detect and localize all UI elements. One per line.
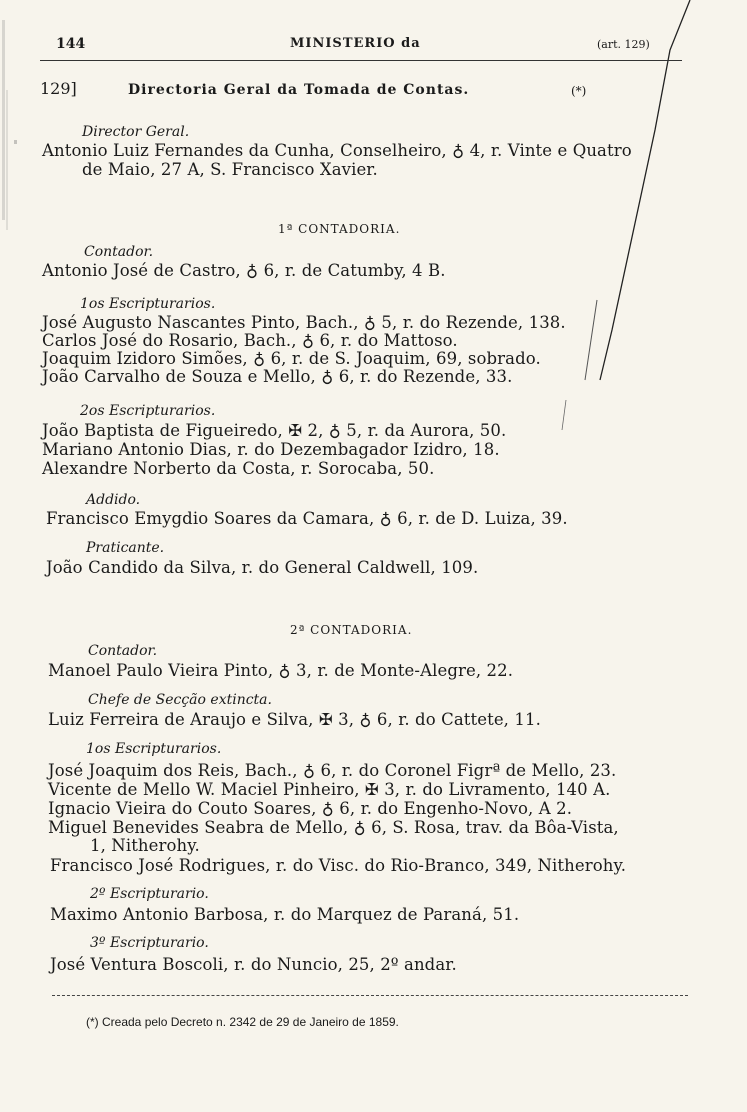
role-label: 2º Escripturario. — [90, 886, 209, 902]
staff-entry: Luiz Ferreira de Araujo e Silva, ✠ 3, ♁ 6, r. do Cattete, 11. — [48, 710, 541, 729]
staff-entry: Carlos José do Rosario, Bach., ♁ 6, r. do Mattoso. — [42, 331, 458, 350]
role-label: Director Geral. — [82, 124, 190, 140]
staff-entry: João Carvalho de Souza e Mello, ♁ 6, r. do Rezende, 33. — [42, 367, 513, 386]
role-label: Contador. — [84, 244, 154, 260]
footnote-mark: (*) — [571, 84, 587, 98]
running-title: MINISTERIO da — [290, 36, 421, 51]
staff-entry: Mariano Antonio Dias, r. do Dezembagador Izidro, 18. — [42, 440, 500, 459]
role-label: 2os Escripturarios. — [80, 403, 216, 419]
staff-entry: Antonio José de Castro, ♁ 6, r. de Catumby, 4 B. — [42, 261, 446, 280]
staff-entry: Alexandre Norberto da Costa, r. Sorocaba, 50. — [42, 459, 435, 478]
staff-entry: João Baptista de Figueiredo, ✠ 2, ♁ 5, r. da Aurora, 50. — [42, 421, 507, 440]
staff-entry: Maximo Antonio Barbosa, r. do Marquez de Paraná, 51. — [50, 905, 520, 924]
article-number: 129] — [40, 79, 77, 98]
staff-entry: Manoel Paulo Vieira Pinto, ♁ 3, r. de Monte-Alegre, 22. — [48, 661, 514, 680]
role-label: Addido. — [86, 492, 141, 508]
staff-entry: Joaquim Izidoro Simões, ♁ 6, r. de S. Joaquim, 69, sobrado. — [42, 349, 541, 368]
staff-entry: Francisco Emygdio Soares da Camara, ♁ 6, r. de D. Luiza, 39. — [46, 509, 568, 528]
role-label: Contador. — [88, 643, 158, 659]
director-entry: Antonio Luiz Fernandes da Cunha, Conselheiro, ♁ 4, r. Vinte e Quatro — [42, 141, 632, 160]
role-label: Praticante. — [86, 540, 165, 556]
staff-entry: José Augusto Nascantes Pinto, Bach., ♁ 5, r. do Rezende, 138. — [42, 313, 566, 332]
role-label: 1os Escripturarios. — [80, 296, 216, 312]
staff-entry: José Ventura Boscoli, r. do Nuncio, 25, 2º andar. — [50, 955, 457, 974]
staff-entry: João Candido da Silva, r. do General Caldwell, 109. — [46, 558, 479, 577]
page-number: 144 — [56, 36, 86, 52]
staff-entry: Ignacio Vieira do Couto Soares, ♁ 6, r. do Engenho-Novo, A 2. — [48, 799, 573, 818]
staff-entry: Francisco José Rodrigues, r. do Visc. do Rio-Branco, 349, Nitherohy. — [50, 856, 627, 875]
footnote-rule — [52, 995, 688, 996]
director-entry-cont: de Maio, 27 A, S. Francisco Xavier. — [82, 160, 378, 179]
section-heading: Directoria Geral da Tomada de Contas. — [128, 82, 470, 98]
footnote: (*) Creada pelo Decreto n. 2342 de 29 de Janeiro de 1859. — [86, 1015, 399, 1029]
section-title: 2ª CONTADORIA. — [290, 623, 413, 637]
staff-entry: José Joaquim dos Reis, Bach., ♁ 6, r. do Coronel Figrª de Mello, 23. — [48, 761, 617, 780]
role-label: Chefe de Secção extincta. — [88, 692, 272, 708]
role-label: 1os Escripturarios. — [86, 741, 222, 757]
staff-entry: Vicente de Mello W. Maciel Pinheiro, ✠ 3, r. do Livramento, 140 A. — [48, 780, 611, 799]
running-ref: (art. 129) — [597, 38, 650, 51]
role-label: 3º Escripturario. — [90, 935, 209, 951]
header-rule — [40, 60, 682, 61]
staff-entry: Miguel Benevides Seabra de Mello, ♁ 6, S. Rosa, trav. da Bôa-Vista, — [48, 818, 619, 837]
section-title: 1ª CONTADORIA. — [278, 222, 401, 236]
staff-entry-cont: 1, Nitherohy. — [90, 836, 200, 855]
